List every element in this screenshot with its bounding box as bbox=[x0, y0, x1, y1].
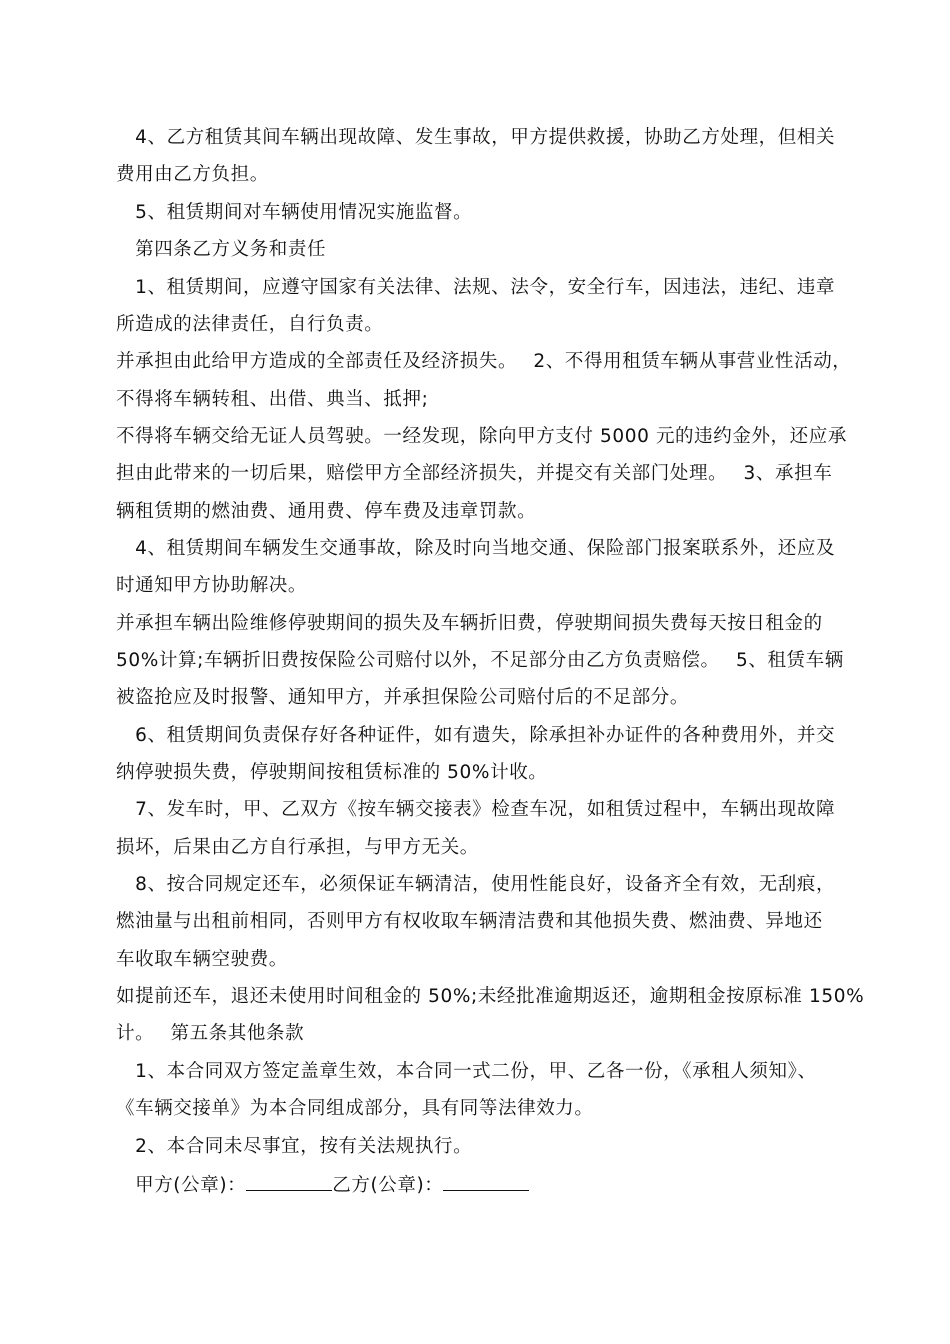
text-line: 7、发车时，甲、乙双方《按车辆交接表》检查车况，如租赁过程中，车辆出现故障 bbox=[116, 799, 836, 820]
text-line: 不得将车辆转租、出借、典当、抵押; bbox=[116, 389, 429, 410]
text-line: 时通知甲方协助解决。 bbox=[116, 575, 308, 596]
text-line: 4、租赁期间车辆发生交通事故，除及时向当地交通、保险部门报案联系外，还应及 bbox=[116, 538, 836, 559]
party-b-signature-blank[interactable] bbox=[443, 1172, 529, 1191]
text-line: 50%计算;车辆折旧费按保险公司赔付以外，不足部分由乙方负责赔偿。 5、租赁车辆 bbox=[116, 650, 844, 671]
party-a-signature-blank[interactable] bbox=[246, 1172, 332, 1191]
text-line: 担由此带来的一切后果，赔偿甲方全部经济损失，并提交有关部门处理。 3、承担车 bbox=[116, 463, 833, 484]
section-heading: 第四条乙方义务和责任 bbox=[116, 239, 327, 260]
text-line: 2、本合同未尽事宜，按有关法规执行。 bbox=[116, 1136, 473, 1157]
text-line: 并承担由此给甲方造成的全部责任及经济损失。 2、不得用租赁车辆从事营业性活动， bbox=[116, 351, 852, 372]
text-line: 6、租赁期间负责保存好各种证件，如有遗失，除承担补办证件的各种费用外，并交 bbox=[116, 725, 836, 746]
party-b-label: 乙方(公章)： bbox=[332, 1175, 444, 1196]
text-line: 计。 第五条其他条款 bbox=[116, 1023, 305, 1044]
text-line: 不得将车辆交给无证人员驾驶。一经发现，除向甲方支付 5000 元的违约金外，还应承 bbox=[116, 426, 847, 447]
text-line: 被盗抢应及时报警、通知甲方，并承担保险公司赔付后的不足部分。 bbox=[116, 687, 690, 708]
text-line: 《车辆交接单》为本合同组成部分，具有同等法律效力。 bbox=[116, 1098, 594, 1119]
text-line: 辆租赁期的燃油费、通用费、停车费及违章罚款。 bbox=[116, 501, 537, 522]
text-line: 8、按合同规定还车，必须保证车辆清洁，使用性能良好，设备齐全有效，无刮痕， bbox=[116, 874, 836, 895]
text-line: 车收取车辆空驶费。 bbox=[116, 949, 288, 970]
text-line: 1、本合同双方签定盖章生效，本合同一式二份，甲、乙各一份，《承租人须知》、 bbox=[116, 1061, 817, 1082]
text-line: 费用由乙方负担。 bbox=[116, 164, 269, 185]
text-line: 1、租赁期间，应遵守国家有关法律、法规、法令，安全行车，因违法，违纪、违章 bbox=[116, 277, 836, 298]
text-line: 所造成的法律责任，自行负责。 bbox=[116, 314, 384, 335]
signature-row bbox=[116, 1172, 529, 1198]
text-line: 损坏，后果由乙方自行承担，与甲方无关。 bbox=[116, 837, 479, 858]
text-line: 纳停驶损失费，停驶期间按租赁标准的 50%计收。 bbox=[116, 762, 548, 783]
text-line: 燃油量与出租前相同，否则甲方有权收取车辆清洁费和其他损失费、燃油费、异地还 bbox=[116, 911, 823, 932]
text-line: 如提前还车，退还未使用时间租金的 50%;未经批准逾期返还，逾期租金按原标准 150% bbox=[116, 986, 865, 1007]
text-line: 4、乙方租赁其间车辆出现故障、发生事故，甲方提供救援，协助乙方处理，但相关 bbox=[116, 127, 836, 148]
text-line: 并承担车辆出险维修停驶期间的损失及车辆折旧费，停驶期间损失费每天按日租金的 bbox=[116, 613, 823, 634]
party-a-label: 甲方(公章)： bbox=[116, 1175, 247, 1196]
text-line: 5、租赁期间对车辆使用情况实施监督。 bbox=[116, 202, 473, 223]
